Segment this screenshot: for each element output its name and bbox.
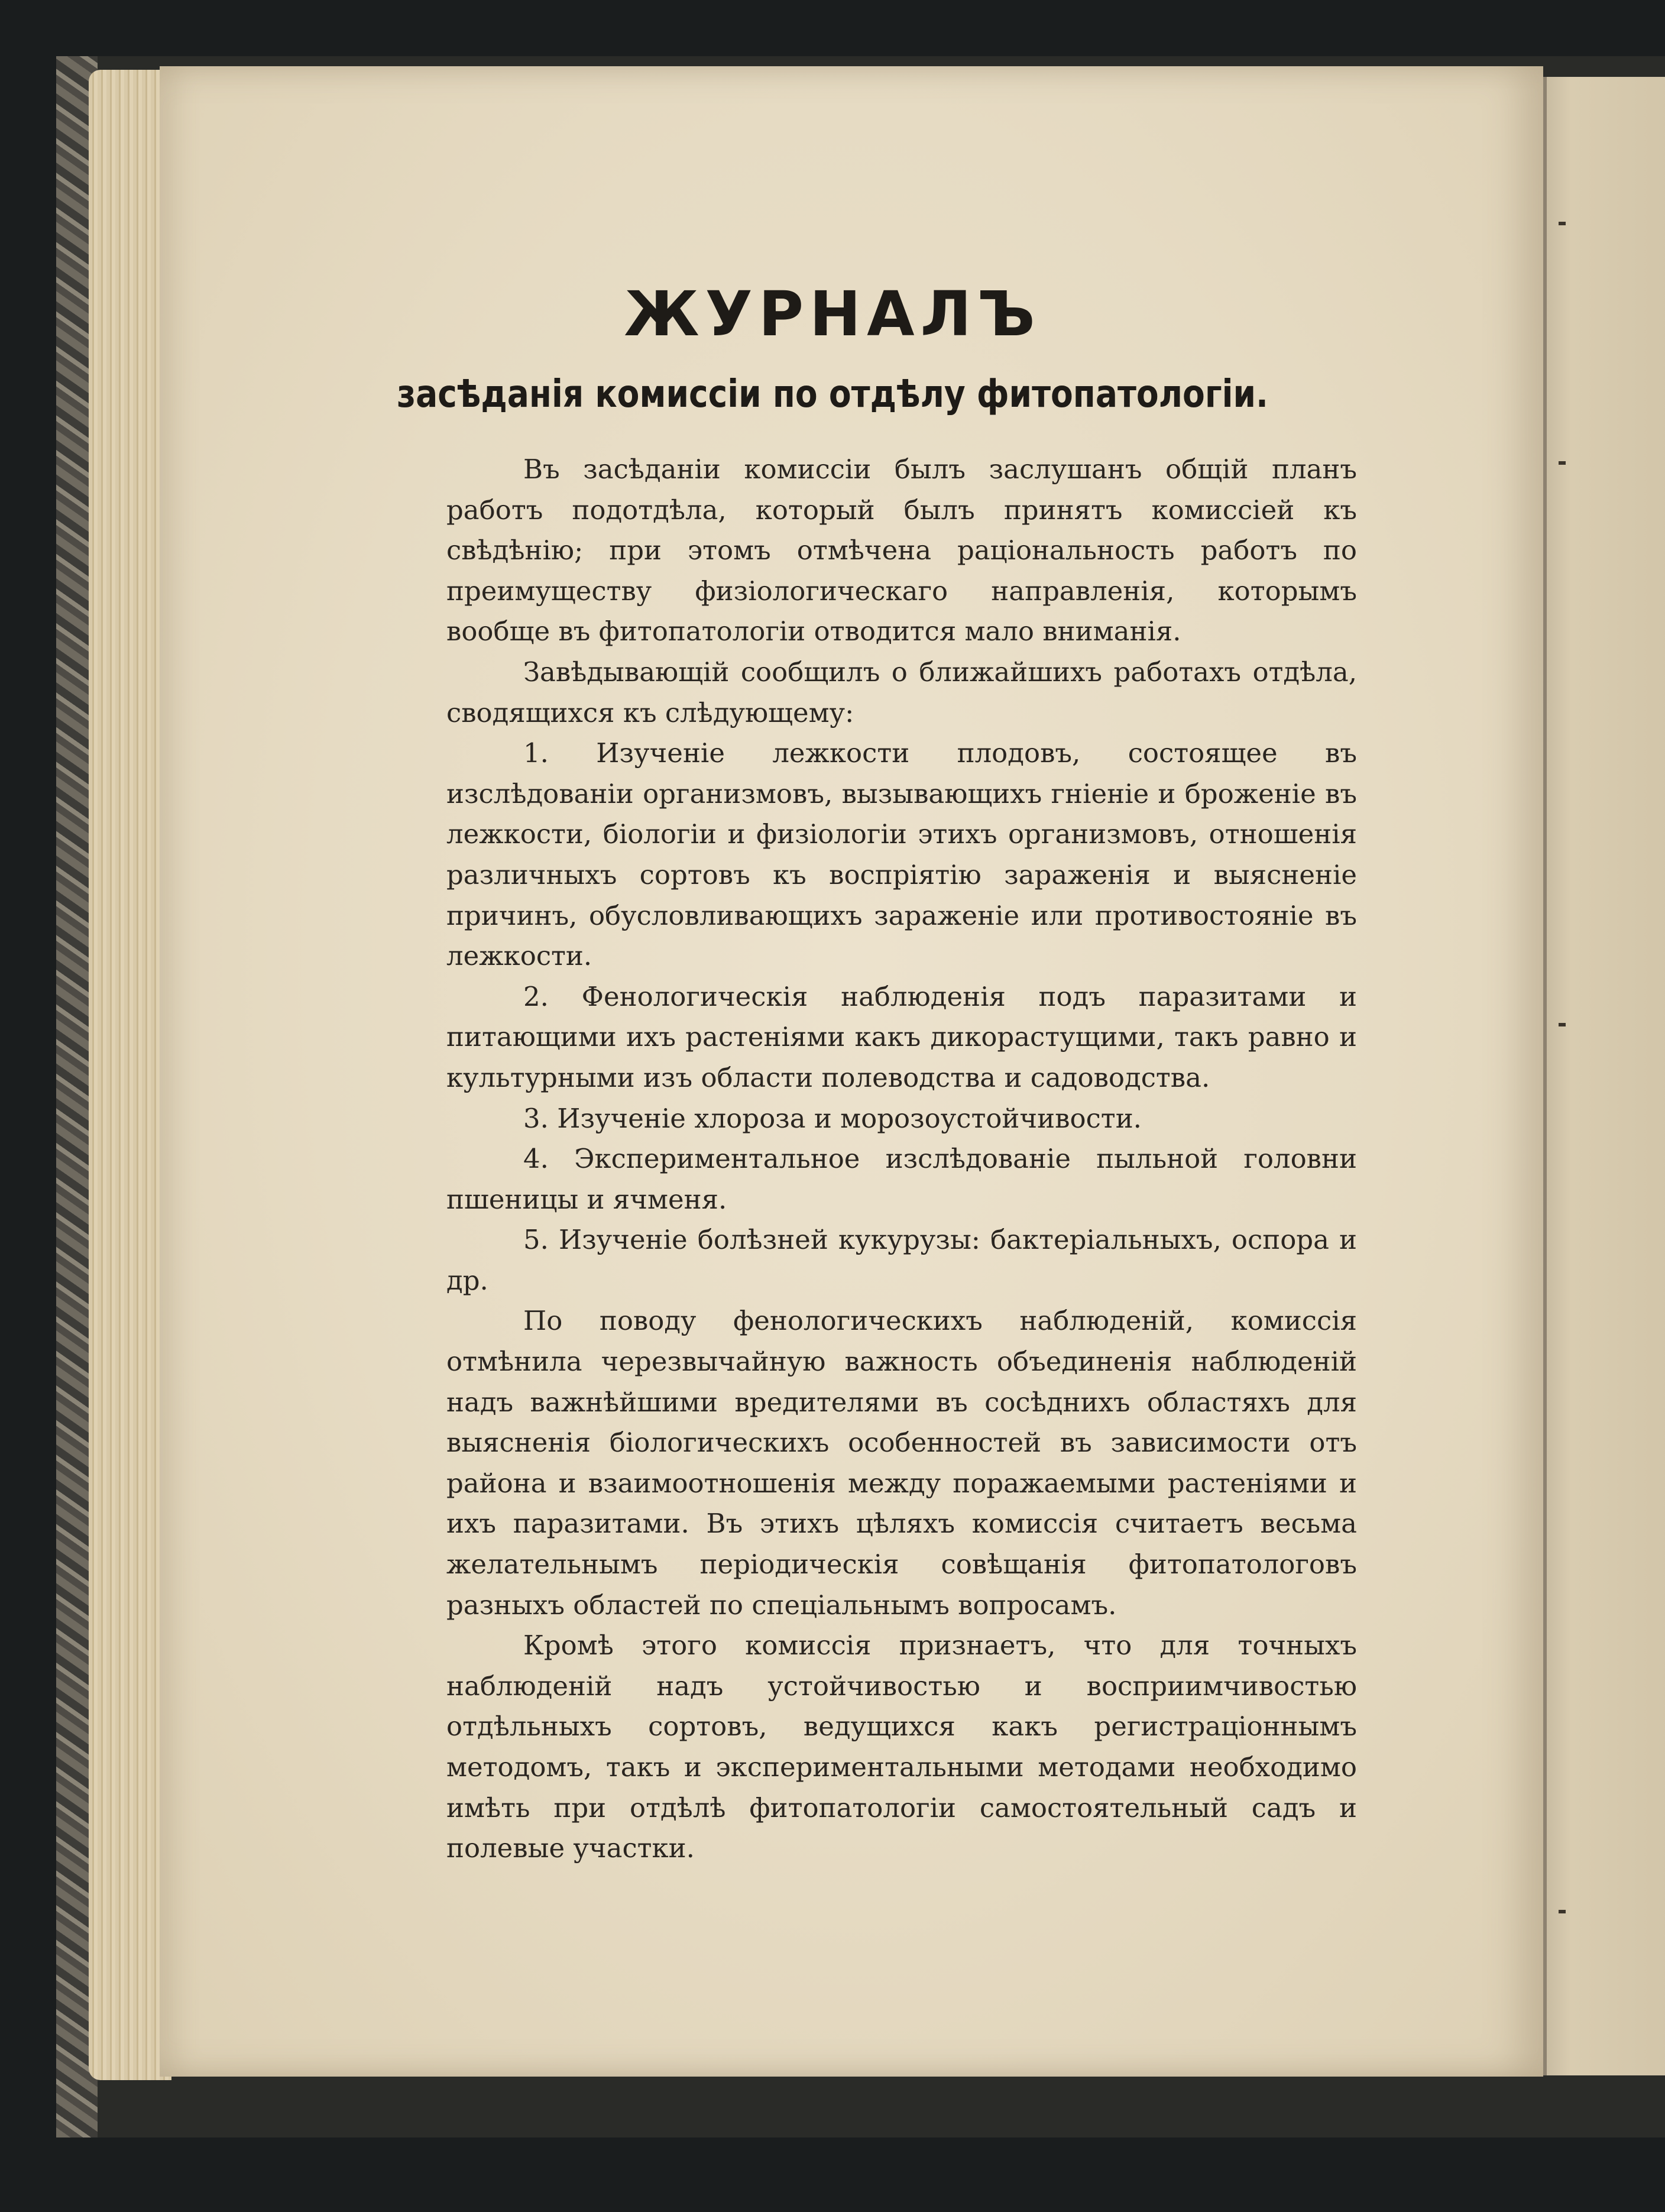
- page-mark: [1559, 222, 1566, 225]
- list-item-1: 1. Изученіе лежкости плодовъ, состоящее въ изслѣдованіи организмовъ, вызывающихъ гніеніе и броженіе въ лежкости, біологіи и физіологіи этихъ организмовъ, отношенія различныхъ сортовъ къ воспріятію зараженія и выясненіе причинъ, обусловливающихъ зараженіе или противостояніе въ лежкости.: [446, 737, 1357, 972]
- list-item-2: 2. Фенологическія наблюденія подъ паразитами и питающими ихъ растеніями какъ дикорастущими, такъ равно и культурными изъ области полеводства и садоводства.: [446, 980, 1357, 1093]
- page-stack-edge: [89, 70, 171, 2080]
- page-mark: [1559, 461, 1566, 465]
- paragraph-report: Завѣдывающій сообщилъ о ближайшихъ работахъ отдѣла, сводящихся къ слѣдующему:: [446, 656, 1357, 728]
- paragraph-phenology: По поводу фенологическихъ наблюденій, комиссія отмѣнила черезвычайную важность объединенія наблюденій надъ важнѣйшими вредителями въ сосѣднихъ областяхъ для выясненія біологическихъ особенностей въ зависимости отъ района и взаимоотношенія между поражаемыми растеніями и ихъ паразитами. Въ этихъ цѣляхъ комиссія считаетъ весьма желательнымъ періодическія совѣщанія фитопатологовъ разныхъ областей по спеціальнымъ вопросамъ.: [446, 1305, 1357, 1621]
- document-title: ЖУРНАЛЪ: [624, 278, 1041, 350]
- list-item-5: 5. Изученіе болѣзней кукурузы: бактеріальныхъ, оспора и др.: [446, 1224, 1357, 1296]
- page-mark: [1559, 1910, 1566, 1913]
- page-mark: [1559, 1023, 1566, 1026]
- paragraph-intro: Въ засѣданіи комиссіи былъ заслушанъ общій планъ работъ подотдѣла, который былъ принятъ комиссіей къ свѣдѣнію; при этомъ отмѣчена раціональность работъ по преимуществу физіологическаго направленія, которымъ вообще въ фитопатологіи отводится мало вниманія.: [446, 454, 1357, 647]
- list-item-4: 4. Экспериментальное изслѣдованіе пыльной головни пшеницы и ячменя.: [446, 1143, 1357, 1215]
- document-subtitle: засѣданія комиссіи по отдѣлу фитопатологіи.: [397, 373, 1268, 416]
- facing-page-edge: [1543, 77, 1665, 2075]
- document-body: [446, 449, 1357, 1869]
- list-item-3: 3. Изученіе хлороза и морозоустойчивости.: [523, 1102, 1142, 1134]
- paragraph-conclusion: Кромѣ этого комиссія признаетъ, что для точныхъ наблюденій надъ устойчивостью и восприимчивостью отдѣльныхъ сортовъ, ведущихся какъ регистраціоннымъ методомъ, такъ и экспериментальными методами необходимо имѣть при отдѣлѣ фитопатологіи самостоятельный садъ и полевые участки.: [446, 1630, 1357, 1864]
